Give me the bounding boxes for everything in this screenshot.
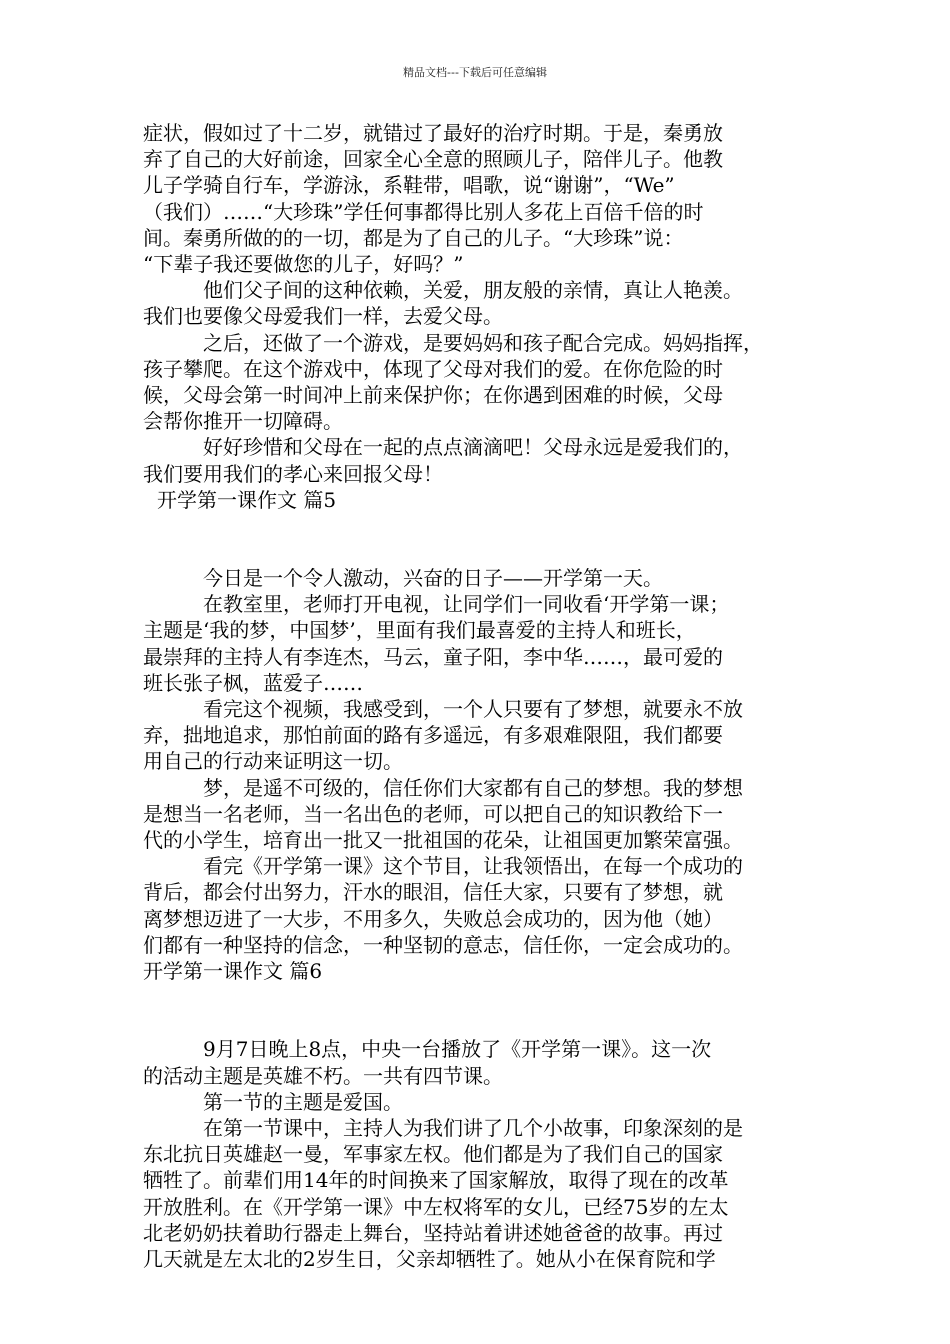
document-body xyxy=(143,120,815,1272)
text-line: 在第一节课中，主持人为我们讲了几个小故事，印象深刻的是 xyxy=(203,1115,743,1140)
text-line: 今日是一个令人激动，兴奋的日子——开学第一天。 xyxy=(203,566,663,591)
text-line: 9月7日晚上8点，中央一台播放了《开学第一课》。这一次 xyxy=(203,1037,712,1062)
text-line: 们都有一种坚持的信念，一种坚韧的意志，信任你，一定会成功的。 xyxy=(143,932,743,957)
text-line: 我们也要像父母爱我们一样，去爱父母。 xyxy=(143,304,503,329)
text-line: 梦，是遥不可级的，信任你们大家都有自己的梦想。我的梦想 xyxy=(203,775,743,800)
text-line: 之后，还做了一个游戏，是要妈妈和孩子配合完成。妈妈指挥， xyxy=(203,330,763,355)
text-line: 儿子学骑自行车，学游泳，系鞋带，唱歌，说“谢谢”，“We” xyxy=(143,173,675,198)
text-line: 会帮你推开一切障碍。 xyxy=(143,409,343,434)
text-line: 的活动主题是英雄不朽。一共有四节课。 xyxy=(143,1063,503,1088)
text-line: 用自己的行动来证明这一切。 xyxy=(143,749,403,774)
text-line: 候，父母会第一时间冲上前来保护你；在你遇到困难的时候，父母 xyxy=(143,383,723,408)
paragraph xyxy=(143,1115,815,1272)
paragraph xyxy=(143,330,815,435)
paragraph xyxy=(143,591,815,696)
page-header: 精品文档---下载后可任意编辑 xyxy=(403,66,547,79)
paragraph xyxy=(143,277,815,329)
text-line: 离梦想迈进了一大步，不用多久，失败总会成功的，因为他（她） xyxy=(143,906,723,931)
paragraph xyxy=(143,120,815,277)
text-line: 症状，假如过了十二岁，就错过了最好的治疗时期。于是，秦勇放 xyxy=(143,121,723,145)
section-heading: 开学第一课作文 篇5 xyxy=(157,487,337,512)
paragraph xyxy=(143,696,815,775)
text-line: 几天就是左太北的2岁生日，父亲却牺牲了。她从小在保育院和学 xyxy=(143,1246,716,1271)
text-line: 是想当一名老师，当一名出色的老师，可以把自己的知识教给下一 xyxy=(143,801,723,826)
text-line: 间。秦勇所做的的一切，都是为了自己的儿子。“大珍珠”说： xyxy=(143,225,684,250)
text-line: “下辈子我还要做您的儿子，好吗？” xyxy=(143,252,464,277)
text-line: 代的小学生，培育出一批又一批祖国的花朵，让祖国更加繁荣富强。 xyxy=(143,828,743,853)
text-line: 东北抗日英雄赵一曼，军事家左权。他们都是为了我们自己的国家 xyxy=(143,1142,723,1167)
text-line: 主题是‘我的梦，中国梦’，里面有我们最喜爱的主持人和班长， xyxy=(143,618,696,643)
paragraph xyxy=(143,1089,815,1115)
paragraph xyxy=(143,775,815,854)
text-line: 班长张子枫，蓝爱子…… xyxy=(143,670,363,695)
text-line: 我们要用我们的孝心来回报父母！ xyxy=(143,461,443,486)
text-line: 牺牲了。前辈们用14年的时间换来了国家解放，取得了现在的改革 xyxy=(143,1168,729,1193)
text-line: 弃了自己的大好前途，回家全心全意的照顾儿子，陪伴儿子。他教 xyxy=(143,147,723,172)
paragraph xyxy=(143,1036,815,1088)
text-line: 最崇拜的主持人有李连杰，马云，童子阳，李中华……，最可爱的 xyxy=(143,644,723,669)
text-line: 北老奶奶扶着助行器走上舞台，坚持站着讲述她爸爸的故事。再过 xyxy=(143,1220,723,1245)
paragraph xyxy=(143,565,815,591)
paragraph xyxy=(143,853,815,958)
text-line: （我们）……“大珍珠”学任何事都得比别人多花上百倍千倍的时 xyxy=(143,199,704,224)
text-line: 在教室里，老师打开电视，让同学们一同收看‘开学第一课； xyxy=(203,592,730,617)
text-line: 看完《开学第一课》这个节目，让我领悟出，在每一个成功的 xyxy=(203,854,743,879)
text-line: 开放胜利。在《开学第一课》中左权将军的女儿，已经75岁的左太 xyxy=(143,1194,729,1219)
section-spacer xyxy=(143,513,815,565)
section-spacer xyxy=(143,984,815,1036)
text-line: 好好珍惜和父母在一起的点点滴滴吧！父母永远是爱我们的， xyxy=(203,435,743,460)
text-line: 弃，拙地追求，那怕前面的路有多遥远，有多艰难限阻，我们都要 xyxy=(143,723,723,748)
text-line: 第一节的主题是爱国。 xyxy=(203,1089,403,1114)
paragraph xyxy=(143,434,815,486)
text-line: 他们父子间的这种依赖，关爱，朋友般的亲情，真让人艳羡。 xyxy=(203,278,743,303)
text-line: 背后，都会付出努力，汗水的眼泪，信任大家，只要有了梦想，就 xyxy=(143,880,723,905)
section-heading: 开学第一课作文 篇6 xyxy=(143,959,323,984)
text-line: 看完这个视频，我感受到，一个人只要有了梦想，就要永不放 xyxy=(203,697,743,722)
text-line: 孩子攀爬。在这个游戏中，体现了父母对我们的爱。在你危险的时 xyxy=(143,356,723,381)
